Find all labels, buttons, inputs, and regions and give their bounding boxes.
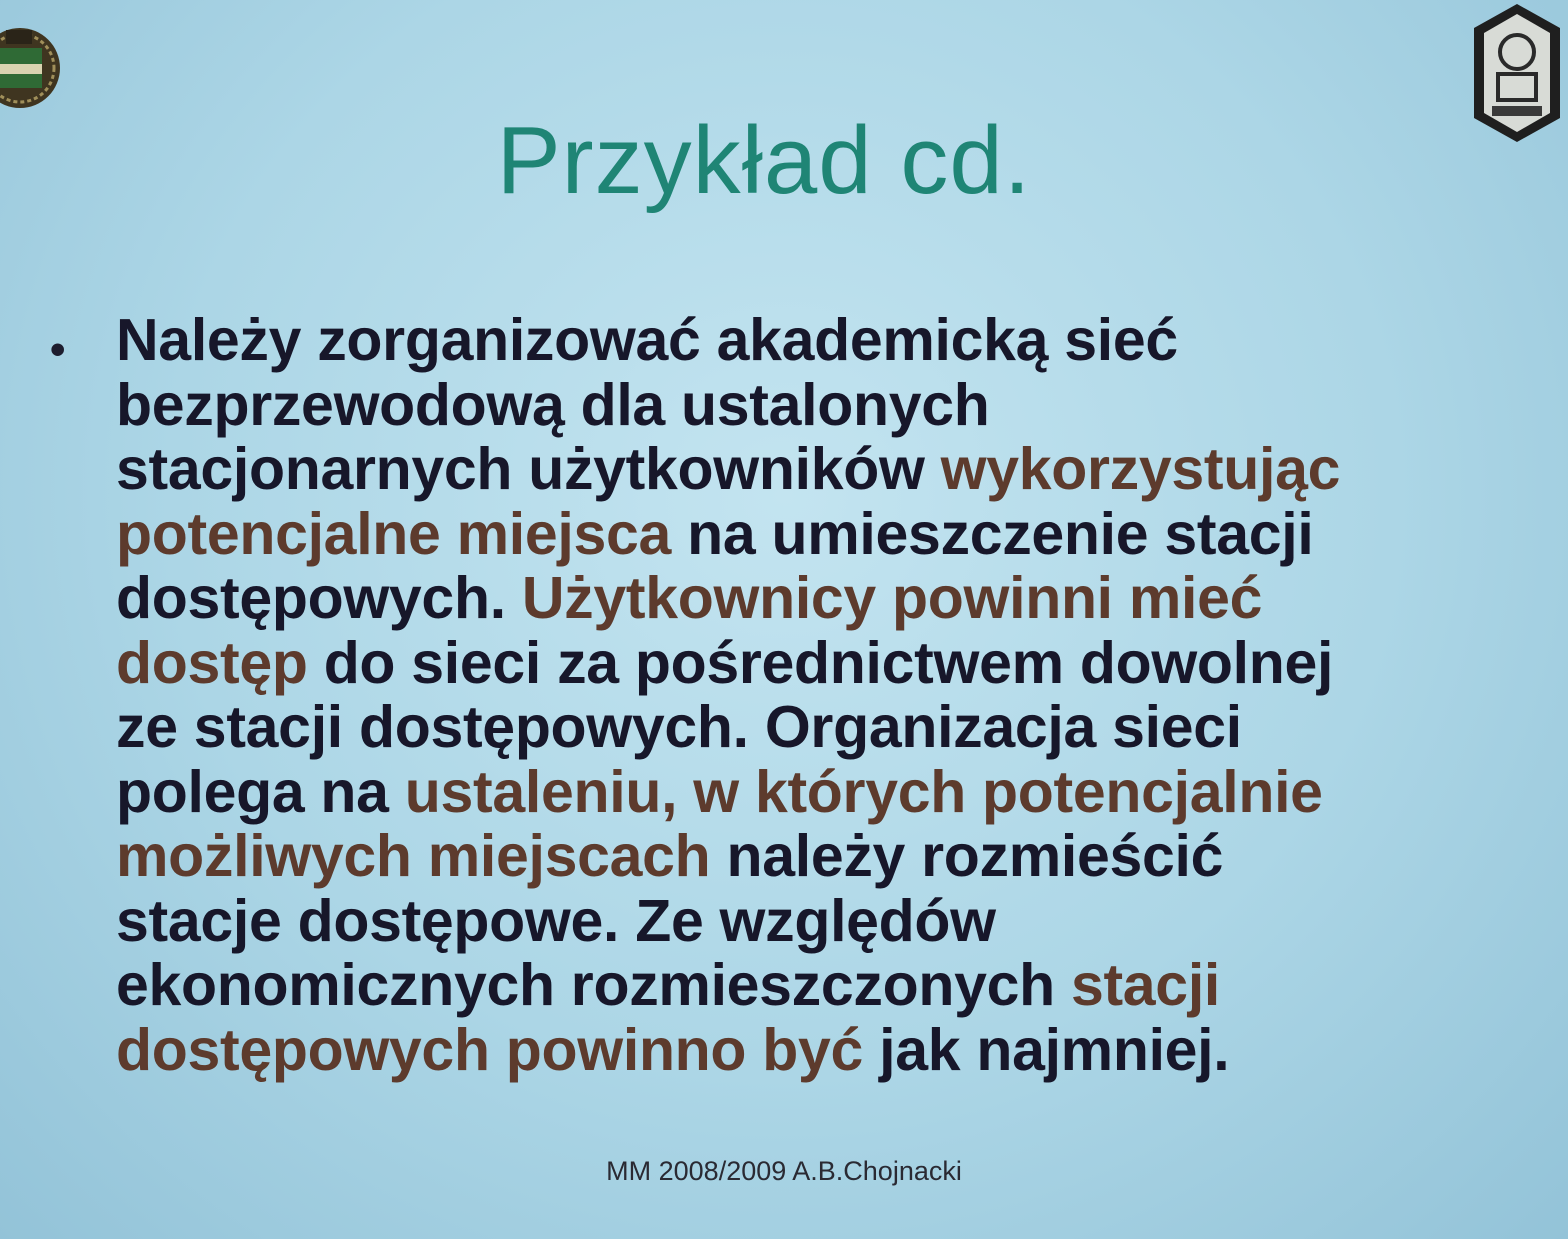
body-text-segment: Należy zorganizować akademicką sieć [116, 307, 1178, 373]
body-text-line [116, 760, 1446, 825]
body-text-line [116, 1018, 1446, 1083]
slide-body-text [116, 308, 1446, 1082]
body-text-segment: bezprzewodową dla ustalonych [116, 371, 990, 438]
body-text-segment: ekonomicznych rozmieszczonych [116, 952, 1071, 1018]
highlighted-text: dostępowych powinno być [116, 1016, 880, 1083]
body-text-segment: ze stacji dostępowych. Organizacja sieci [116, 694, 1242, 760]
body-text-line [116, 308, 1446, 373]
highlighted-text: wykorzystując [940, 436, 1341, 502]
body-text-segment: stacjonarnych użytkowników [116, 436, 941, 502]
body-text-line [116, 631, 1446, 696]
body-text-line [116, 824, 1446, 889]
body-text-line [116, 566, 1446, 631]
body-text-segment: jak najmniej. [879, 1016, 1230, 1083]
highlighted-text: Użytkownicy powinni mieć [521, 565, 1263, 631]
slide-title: Przykład cd. [496, 107, 1032, 214]
body-text-line [116, 953, 1446, 1018]
body-text-line [116, 502, 1446, 567]
body-text-segment: na umieszczenie stacji [687, 500, 1314, 567]
body-text-line [116, 437, 1446, 502]
body-text-segment: polega na [116, 758, 405, 825]
body-text-line [116, 889, 1446, 954]
highlighted-text: ustaleniu, w których potencjalnie [404, 758, 1323, 825]
body-text-line [116, 695, 1446, 760]
body-text-segment: stacje dostępowe. Ze względów [116, 887, 996, 954]
slide-footer: MM 2008/2009 A.B.Chojnacki [606, 1156, 962, 1186]
body-text-segment: należy rozmieścić [726, 823, 1224, 889]
highlighted-text: możliwych miejscach [116, 823, 727, 889]
body-text-segment: do sieci za pośrednictwem dowolnej [323, 629, 1334, 696]
bullet-point: • [50, 325, 66, 374]
body-text-segment: dostępowych. [116, 565, 522, 631]
body-text-line [116, 373, 1446, 438]
highlighted-text: potencjalne miejsca [116, 500, 688, 567]
highlighted-text: stacji [1070, 952, 1221, 1018]
highlighted-text: dostęp [116, 629, 324, 696]
